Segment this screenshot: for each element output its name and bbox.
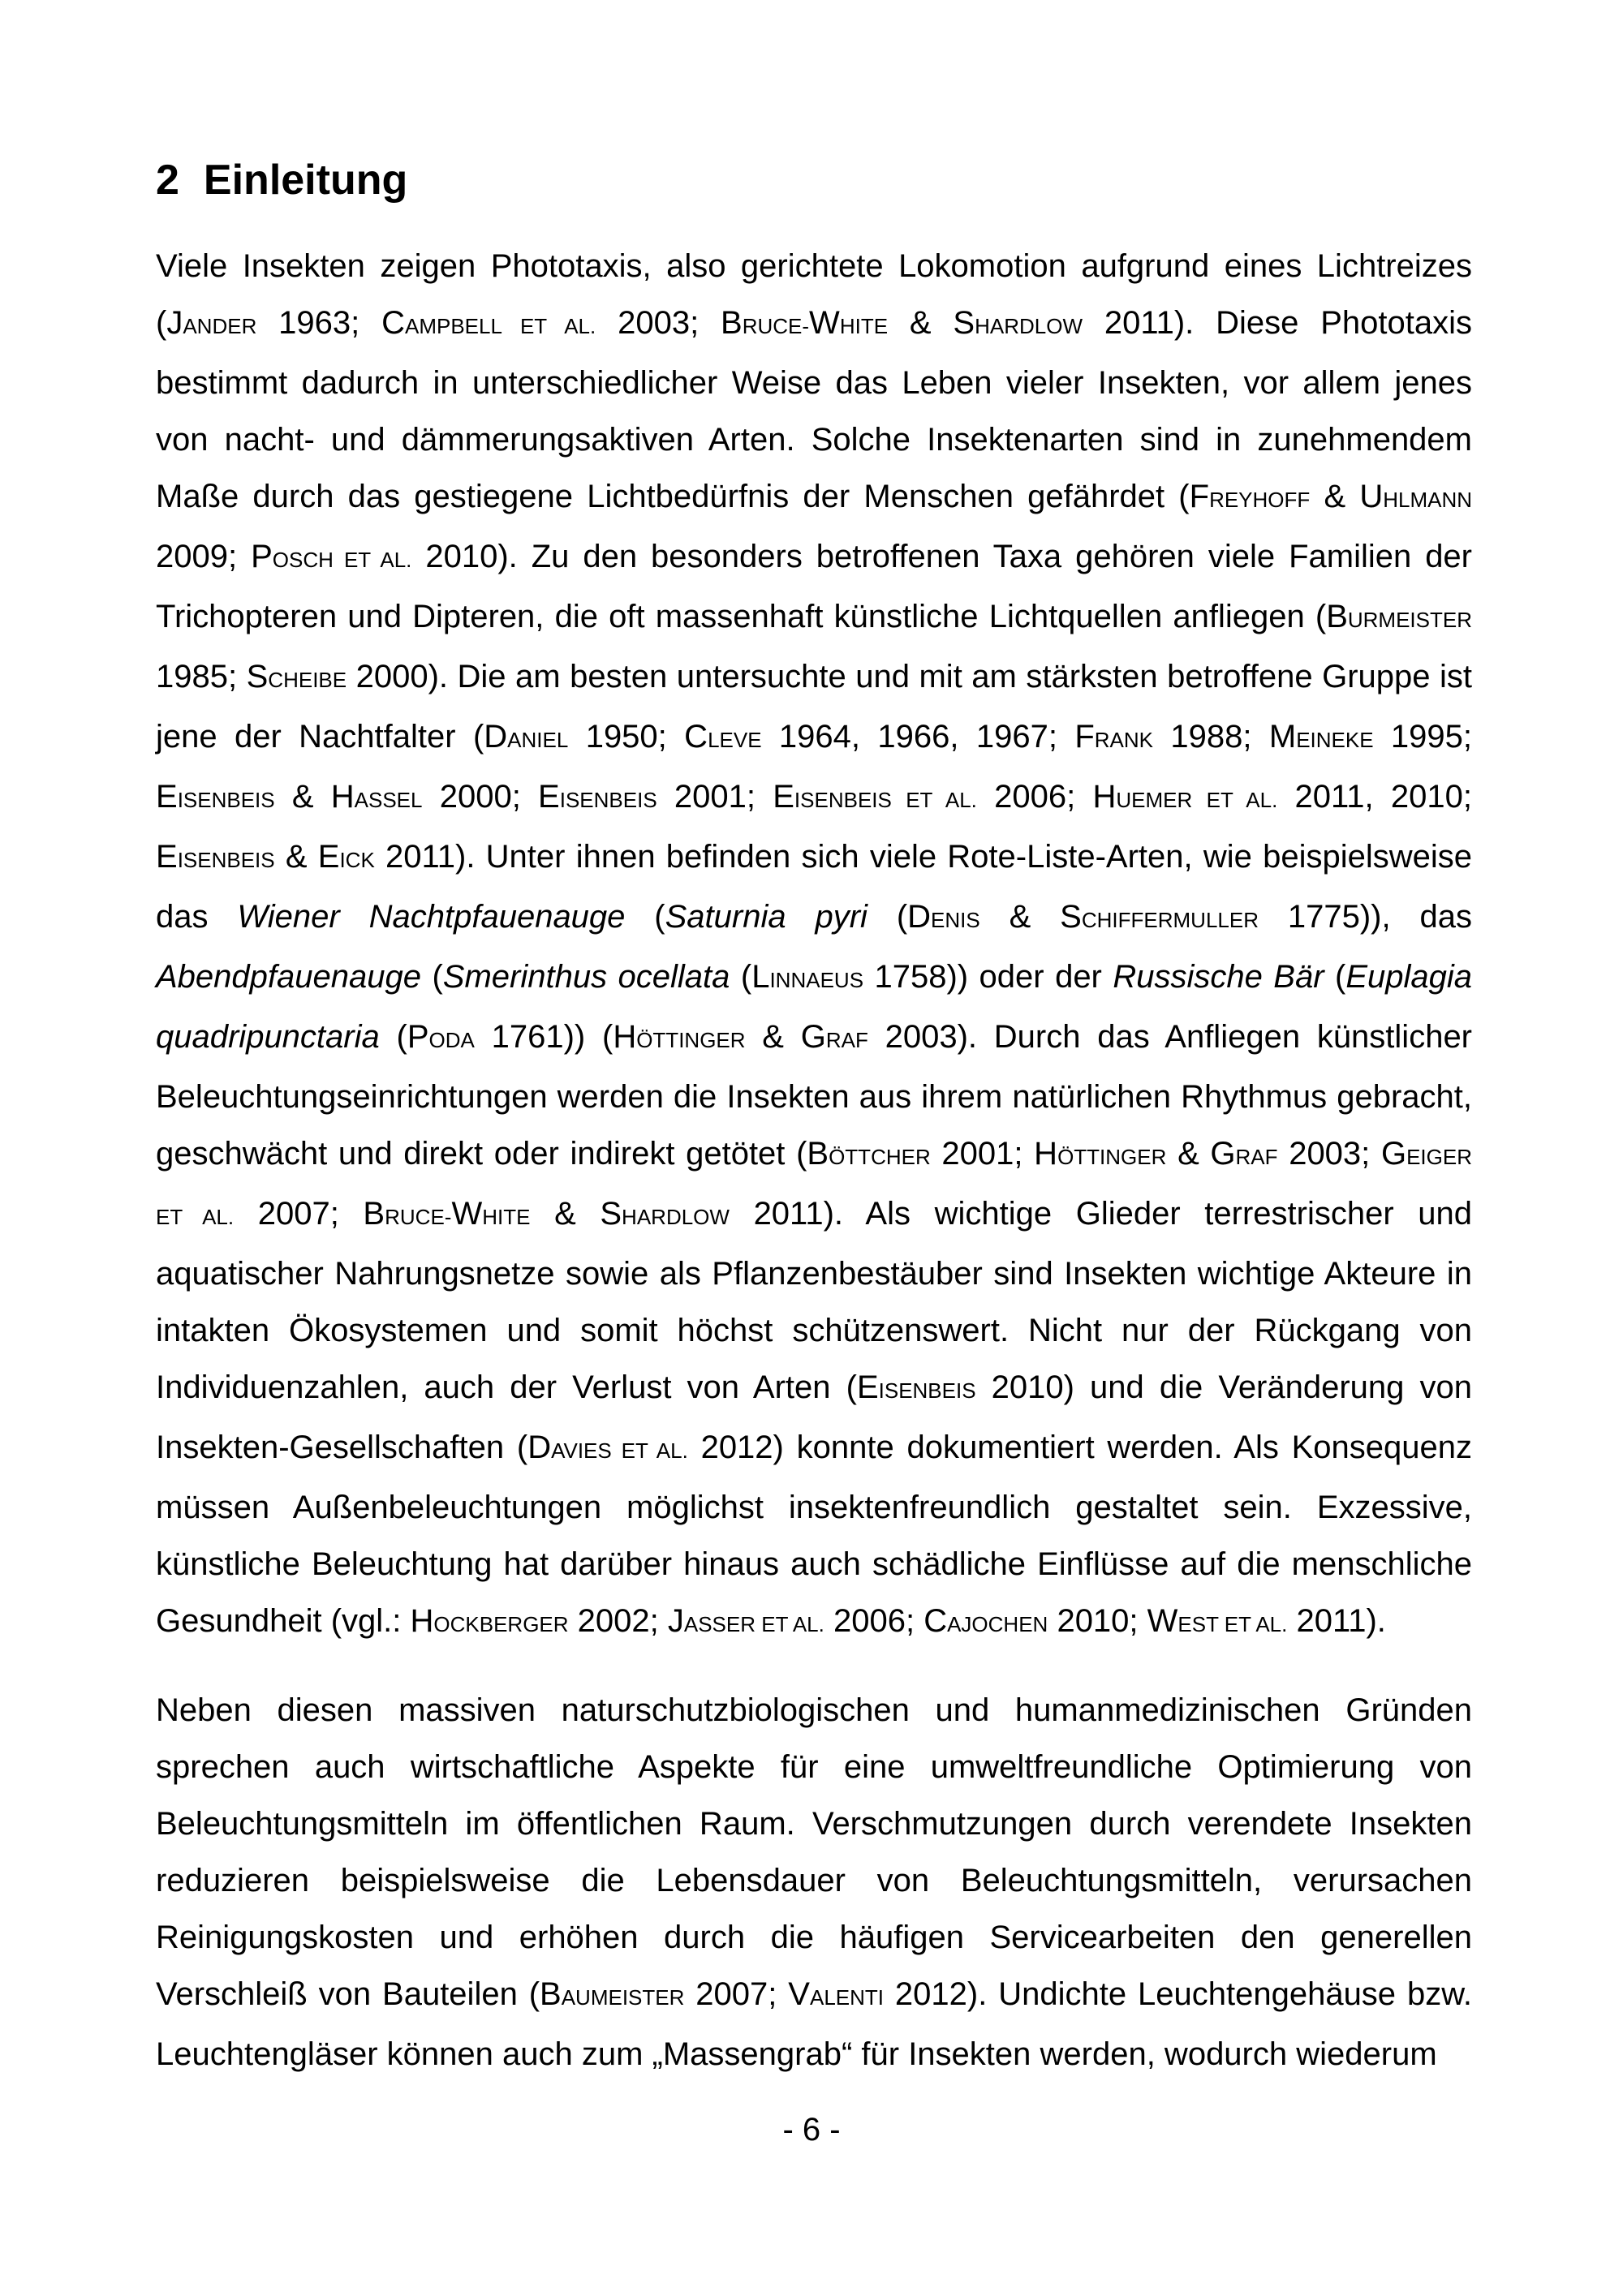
section-heading	[156, 156, 407, 204]
citation-author: LINNAEUS	[751, 959, 864, 995]
citation-author: EISENBEIS	[856, 1369, 976, 1405]
citation-author: BURMEISTER	[1326, 599, 1472, 634]
species-name: Abendpfauenauge	[156, 959, 421, 995]
citation-author: BRUCE-WHITE	[721, 305, 889, 341]
citation-author: GRAF	[1210, 1136, 1278, 1172]
body-paragraph-2: Neben diesen massiven naturschutzbiologischen und humanmedizinischen Gründen sprechen auch wirtschaftliche Aspekte für eine umweltfreundliche Optimierung von Beleuchtungsmitteln im öffentlichen Raum. Verschmutzungen durch verendete Insekten reduzieren beispielsweise die Lebensdauer von Beleuchtungsmitteln, verursachen Reinigungskosten und erhöhen durch die häufigen Servicearbeiten den generellen Verschleiß von Bauteilen (BAUMEISTER 2007; VALENTI 2012). Undichte Leuchtengehäuse bzw. Leuchtengläser können auch zum „Massengrab“ für Insekten werden, wodurch wiederum	[156, 1692, 1472, 2072]
section-number: 2	[156, 157, 179, 204]
citation-author: EISENBEIS	[156, 839, 275, 875]
body-paragraph-1: Viele Insekten zeigen Phototaxis, also gerichtete Lokomotion aufgrund eines Lichtreizes (JANDER 1963; CAMPBELL ET AL. 2003; BRUCE-WHITE & SHARDLOW 2011). Diese Phototaxis bestimmt dadurch in unterschiedlicher Weise das Leben vieler Insekten, vor allem jenes von nacht- und dämmerungsaktiven Arten. Solche Insektenarten sind in zunehmendem Maße durch das gestiegene Lichtbedürfnis der Menschen gefährdet (FREYHOFF & UHLMANN 2009; POSCH ET AL. 2010). Zu den besonders betroffenen Taxa gehören viele Familien der Trichopteren und Dipteren, die oft massenhaft künstliche Lichtquellen anfliegen (BURMEISTER 1985; SCHEIBE 2000). Die am besten untersuchte und mit am stärksten betroffene Gruppe ist jene der Nachtfalter (DANIEL 1950; CLEVE 1964, 1966, 1967; FRANK 1988; MEINEKE 1995; EISENBEIS & HASSEL 2000; EISENBEIS 2001; EISENBEIS ET AL. 2006; HUEMER ET AL. 2011, 2010; EISENBEIS & EICK 2011). Unter ihnen befinden sich viele Rote-Liste-Arten, wie beispielsweise das Wiener Nachtpfauenauge (Saturnia pyri (DENIS & SCHIFFERMULLER 1775)), das Abendpfauenauge (Smerinthus ocellata (LINNAEUS 1758)) oder der Russische Bär (Euplagia quadripunctaria (PODA 1761)) (HÖTTINGER & GRAF 2003). Durch das Anfliegen künstlicher Beleuchtungseinrichtungen werden die Insekten aus ihrem natürlichen Rhythmus gebracht, geschwächt und direkt oder indirekt getötet (BÖTTCHER 2001; HÖTTINGER & GRAF 2003; GEIGER ET AL. 2007; BRUCE-WHITE & SHARDLOW 2011). Als wichtige Glieder terrestrischer und aquatischer Nahrungsnetze sowie als Pflanzenbestäuber sind Insekten wichtige Akteure in intakten Ökosystemen und somit höchst schützenswert. Nicht nur der Rückgang von Individuenzahlen, auch der Verlust von Arten (EISENBEIS 2010) und die Veränderung von Insekten-Gesellschaften (DAVIES ET AL. 2012) konnte dokumentiert werden. Als Konsequenz müssen Außenbeleuchtungen möglichst insektenfreundlich gestaltet sein. Exzessive, künstliche Beleuchtung hat darüber hinaus auch schädliche Einflüsse auf die menschliche Gesundheit (vgl.: HOCKBERGER 2002; JASSER ET AL. 2006; CAJOCHEN 2010; WEST ET AL. 2011).	[156, 248, 1473, 1639]
citation-author: DAVIES ET AL.	[527, 1430, 688, 1465]
citation-author: HÖTTINGER	[1034, 1136, 1167, 1172]
citation-author: POSCH ET AL.	[251, 539, 412, 574]
species-name: Russische Bär	[1113, 959, 1324, 995]
citation-author: FREYHOFF	[1189, 479, 1311, 514]
species-name: Smerinthus ocellata	[442, 959, 730, 995]
species-name: Euplagia quadripunctaria	[156, 959, 1473, 1055]
citation-author: FRANK	[1074, 719, 1154, 755]
citation-author: DENIS	[907, 899, 980, 935]
citation-author: SCHEIBE	[246, 659, 347, 694]
citation-author: SHARDLOW	[600, 1196, 730, 1232]
citation-author: GRAF	[800, 1019, 868, 1055]
citation-author: EISENBEIS	[156, 779, 275, 815]
citation-author: HOCKBERGER	[410, 1603, 569, 1639]
citation-author: WEST ET AL.	[1147, 1603, 1288, 1639]
citation-author: JASSER ET AL.	[667, 1603, 824, 1639]
citation-author: HASSEL	[330, 779, 423, 815]
citation-author: DANIEL	[484, 719, 569, 755]
citation-author: BÖTTCHER	[807, 1136, 931, 1172]
species-name: Saturnia pyri	[665, 899, 867, 935]
citation-author: CAJOCHEN	[923, 1603, 1048, 1639]
citation-author: SHARDLOW	[953, 305, 1083, 341]
citation-author: EISENBEIS ET AL.	[773, 779, 977, 815]
citation-author: VALENTI	[788, 1976, 885, 2012]
citation-author: CAMPBELL ET AL.	[381, 305, 596, 341]
citation-author: HÖTTINGER	[613, 1019, 746, 1055]
citation-author: BRUCE-WHITE	[363, 1196, 531, 1232]
species-name: Wiener Nachtpfauenauge	[237, 899, 626, 935]
citation-author: BAUMEISTER	[540, 1976, 685, 2012]
citation-author: EISENBEIS	[538, 779, 657, 815]
citation-author: EICK	[317, 839, 375, 875]
citation-author: SCHIFFERMULLER	[1060, 899, 1259, 935]
citation-author: JANDER	[166, 305, 257, 341]
page-number: - 6 -	[782, 2112, 841, 2148]
citation-author: CLEVE	[684, 719, 762, 755]
citation-author: UHLMANN	[1359, 479, 1472, 514]
citation-author: GEIGER ET AL.	[156, 1136, 1472, 1229]
citation-author: HUEMER ET AL.	[1092, 779, 1278, 815]
citation-author: PODA	[407, 1019, 475, 1055]
citation-author: MEINEKE	[1268, 719, 1374, 755]
section-title: Einleitung	[203, 157, 408, 204]
